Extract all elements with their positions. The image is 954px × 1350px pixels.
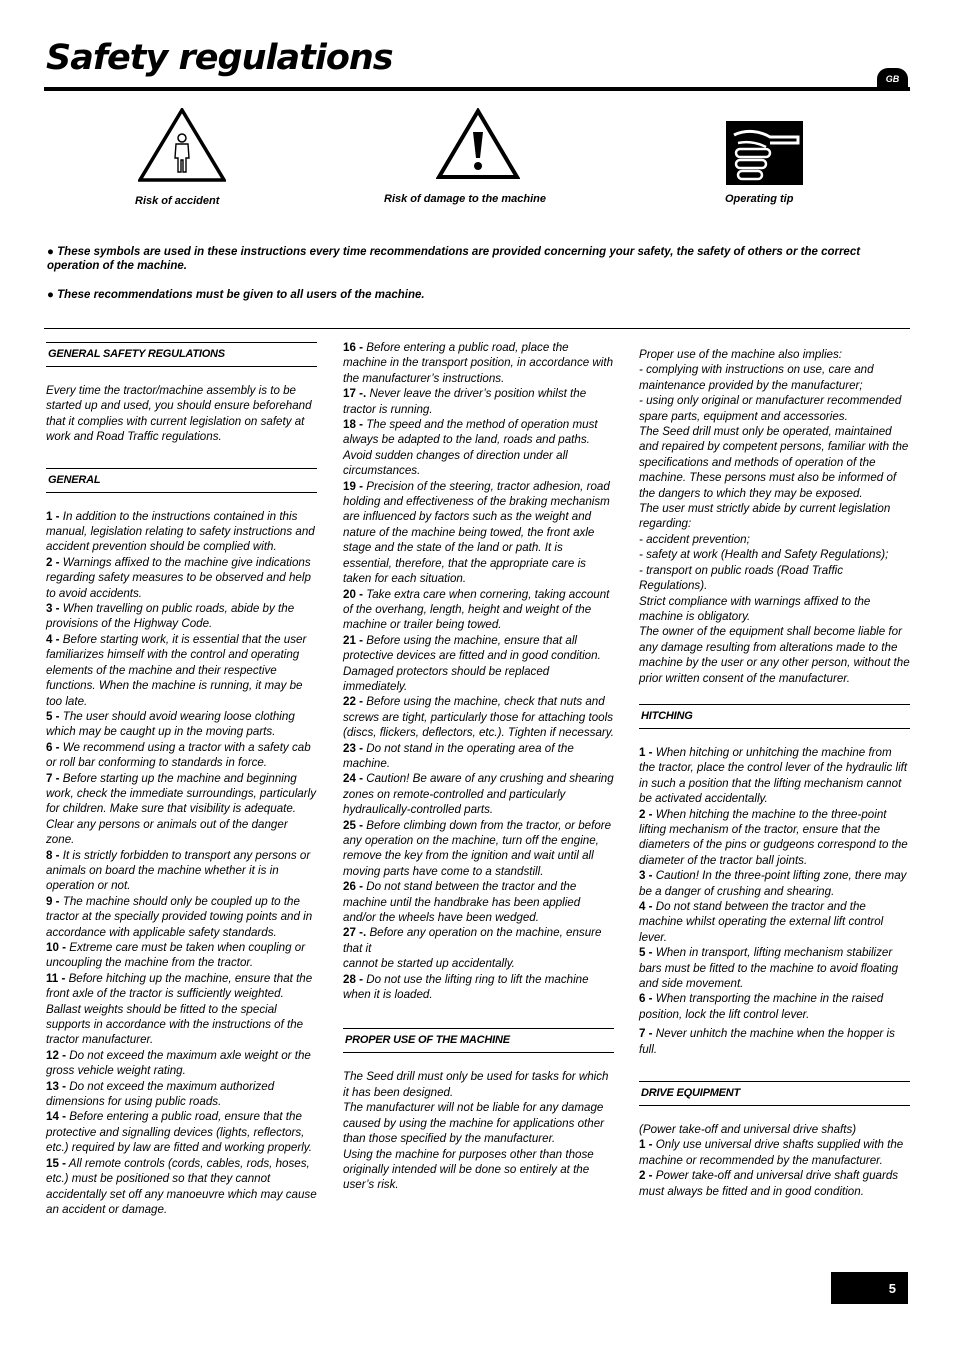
users-note: ● These recommendations must be given to all users of the machine.	[47, 289, 425, 301]
pointing-hand-icon	[726, 121, 803, 185]
page-number: 5	[831, 1272, 908, 1304]
list-item: 25 - Before climbing down from the tractor, or before any operation on the machine, turn off the engine, remove the key from the ignition and wait until all moving parts have come to a standstill.	[343, 818, 612, 878]
warning-triangle-icon	[436, 108, 520, 180]
list-item: 3 - When travelling on public roads, abide by the provisions of the Highway Code.	[46, 602, 295, 631]
list-item: 6 - When transporting the machine in the raised position, lock the lift control lever.	[639, 992, 884, 1021]
risk-of-accident-icon	[138, 108, 226, 182]
paragraph: The user must strictly abide by current legislation regarding:	[639, 502, 891, 531]
list-item: 28 - Do not use the lifting ring to lift the machine when it is loaded.	[343, 972, 589, 1002]
list-item: 2 - Power take-off and universal drive shaft guards must always be fitted and in good condition.	[639, 1169, 899, 1198]
list-item: 22 - Before using the machine, check that nuts and screws are tight, particularly those for attaching tools (discs, flickers, deflectors, etc.). Tighten if necessary.	[343, 695, 614, 740]
paragraph: Strict compliance with warnings affixed to the machine is obligatory.	[639, 594, 871, 623]
list-item: 10 - Extreme care must be taken when coupling or uncoupling the machine from the tractor.	[46, 941, 306, 970]
paragraph: The Seed drill must only be operated, maintained and repaired by competent persons, familiar with the specifications and methods of operation of the machine. These persons must also be informed of the dangers to which they may be exposed.	[639, 425, 909, 500]
risk-of-accident-caption: Risk of accident	[135, 195, 220, 207]
title-rule	[44, 87, 910, 91]
list-item: 6 - We recommend using a tractor with a safety cab or roll bar conforming to standards in force.	[46, 740, 311, 770]
list-item: 5 - When in transport, lifting mechanism stabilizer bars must be fitted to the machine to avoid floating and side movement.	[639, 946, 899, 991]
list-item: 13 - Do not exceed the maximum authorized dimensions for using public roads.	[46, 1079, 275, 1109]
list-item: 20 - Take extra care when cornering, taking account of the overhang, length, height and weight of the machine or trailer being towed.	[343, 587, 610, 632]
general-safety-heading: GENERAL SAFETY REGULATIONS	[46, 342, 317, 367]
drive-equipment-heading: DRIVE EQUIPMENT	[639, 1081, 910, 1106]
column-3	[639, 347, 910, 1199]
list-item: 17 -. Never leave the driver’s position whilst the tractor is running.	[343, 387, 587, 416]
paragraph: The owner of the equipment shall become liable for any damage resulting from alterations made to the machine by the user or any other person, without the prior written consent of the manufacturer.	[639, 625, 910, 685]
list-item: 3 - Caution! In the three-point lifting zone, there may be a danger of crushing and shearing.	[639, 869, 907, 898]
paragraph: Using the machine for purposes other than those originally intended will be done so entirely at the user’s risk.	[343, 1147, 594, 1192]
list-item: 1 - Only use universal drive shafts supplied with the machine or recommended by the manufacturer.	[639, 1138, 904, 1167]
section-rule	[44, 328, 910, 329]
page-title: Safety regulations	[46, 38, 393, 78]
paragraph: Proper use of the machine also implies:	[639, 348, 842, 361]
list-item: 5 - The user should avoid wearing loose clothing which may be caught up in the moving parts.	[46, 709, 295, 739]
list-item: 7 - Before starting up the machine and beginning work, check the immediate surroundings, particularly for children. Make sure that visibility is adequate. Clear any persons or animals out of the danger zone.	[46, 771, 316, 847]
list-item: 1 - When hitching or unhitching the machine from the tractor, place the control lever of the hydraulic lift in such a position that the lifting mechanism cannot be activated accidentally.	[639, 745, 908, 806]
column-1	[46, 342, 317, 1217]
general-heading: GENERAL	[46, 468, 317, 493]
list-item: 15 - All remote controls (cords, cables, rods, hoses, etc.) must be positioned so that they cannot accidentally set off any manoeuvre which may cause an accident or damage.	[46, 1156, 317, 1216]
list-item: 2 - Warnings affixed to the machine give indications regarding safety measures to be observed and help to avoid accidents.	[46, 555, 311, 600]
list-item: 7 - Never unhitch the machine when the hopper is full.	[639, 1027, 895, 1056]
list-item: 9 - The machine should only be coupled up to the tractor at the specially provided towing points and in accordance with applicable safety standards.	[46, 894, 313, 939]
list-item: 26 - Do not stand between the tractor and the machine until the handbrake has been applied and/or the wheels have been wedged.	[343, 880, 581, 925]
risk-of-damage-caption: Risk of damage to the machine	[384, 193, 546, 205]
column-2	[343, 340, 614, 1193]
paragraph: - accident prevention;	[639, 532, 750, 546]
general-safety-text: Every time the tractor/machine assembly is to be started up and used, you should ensure beforehand that it complies with current legislation on safety at work and Road Traffic regulations.	[46, 384, 312, 444]
list-item: 4 - Before starting work, it is essential that the user familiarizes himself with the control and operating elements of the machine and their respective functions. When the machine is running, it may be too late.	[46, 632, 307, 708]
list-item: 11 - Before hitching up the machine, ensure that the front axle of the tractor is sufficiently weighted. Ballast weights should be fitted to the special supports in accordance with the instructions of the tractor manufacturer.	[46, 971, 313, 1047]
list-item: 21 - Before using the machine, ensure that all protective devices are fitted and in good condition. Damaged protectors should be replaced immediately.	[343, 633, 601, 693]
paragraph: - safety at work (Health and Safety Regulations);	[639, 548, 889, 562]
list-item: cannot be started up accidentally.	[343, 957, 515, 971]
operating-tip-caption: Operating tip	[725, 193, 794, 205]
list-item: 24 - Caution! Be aware of any crushing and shearing zones on remote-controlled and particularly hydraulically-controlled parts.	[343, 772, 614, 817]
list-item: 8 - It is strictly forbidden to transport any persons or animals on board the machine whether it is in operation or not.	[46, 848, 311, 893]
list-item: 16 - Before entering a public road, place the machine in the transport position, in accordance with the manufacturer’s instructions.	[343, 341, 614, 385]
list-item: 1 - In addition to the instructions contained in this manual, legislation relating to safety instructions and accident prevention should be complied with.	[46, 509, 315, 554]
hitching-heading: HITCHING	[639, 704, 910, 729]
proper-use-heading: PROPER USE OF THE MACHINE	[343, 1028, 614, 1053]
paragraph: - using only original or manufacturer recommended spare parts, equipment and accessories.	[639, 394, 902, 423]
list-item: 4 - Do not stand between the tractor and the machine whilst operating the external lift control lever.	[639, 900, 884, 944]
list-item: 12 - Do not exceed the maximum axle weight or the gross vehicle weight rating.	[46, 1048, 311, 1078]
list-item: 19 - Precision of the steering, tractor adhesion, road holding and effectiveness of the braking mechanism are influenced by factors such as the weight and nature of the machine being towed, the front axle stage and the state of the land or path. It is essential, therefore, that the appropriate care is taken for each situation.	[343, 479, 610, 586]
list-item: 2 - When hitching the machine to the three-point lifting mechanism of the tractor, ensure that the diameters of the pins or gudgeons correspond to the diameter of the tractor ball joints.	[639, 807, 908, 867]
paragraph: (Power take-off and universal drive shafts)	[639, 1123, 857, 1137]
paragraph: - transport on public roads (Road Traffic Regulations).	[639, 563, 844, 593]
paragraph: The Seed drill must only be used for tasks for which it has been designed.	[343, 1070, 609, 1099]
paragraph: - complying with instructions on use, care and maintenance provided by the manufacturer;	[639, 363, 874, 392]
list-item: 23 - Do not stand in the operating area of the machine.	[343, 741, 574, 770]
list-item: 14 - Before entering a public road, ensure that the protective and signalling devices (lights, reflectors, etc.) required by law are fitted and working properly.	[46, 1110, 312, 1155]
list-item: 27 -. Before any operation on the machine, ensure that it	[343, 926, 602, 955]
language-tab: GB	[877, 68, 908, 90]
list-item: 18 - The speed and the method of operation must always be adapted to the land, roads and paths. Avoid sudden changes of direction under all circumstances.	[343, 418, 598, 478]
symbols-note: ● These symbols are used in these instructions every time recommendations are provided concerning your safety, the safety of others or the correct operation of the machine.	[47, 246, 861, 272]
paragraph: The manufacturer will not be liable for any damage caused by using the machine for applications other than those specified by the manufacturer.	[343, 1101, 605, 1146]
